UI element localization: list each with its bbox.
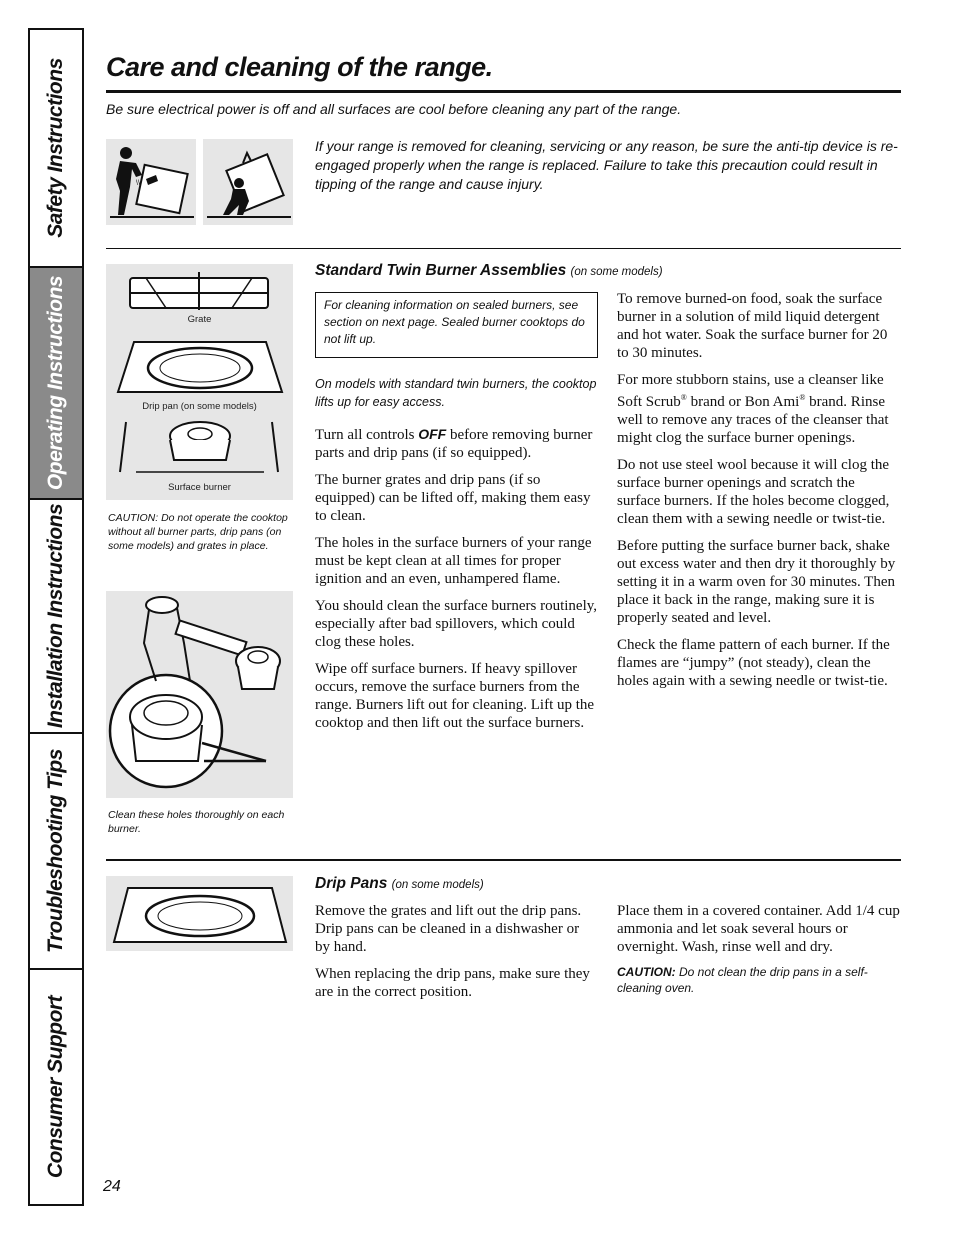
- svg-text:\\: \\: [136, 180, 140, 187]
- registered-mark: ®: [680, 393, 687, 402]
- heading-text: Standard Twin Burner Assemblies: [315, 262, 567, 279]
- tab-label: Safety Instructions: [44, 58, 68, 238]
- label-grate: Grate: [187, 314, 212, 325]
- turn-post: before removing burner parts and drip pans (if so equipped).: [315, 427, 593, 461]
- off-label: OFF: [418, 426, 447, 442]
- turn-pre: Turn all controls: [315, 427, 419, 443]
- lift-note: On models with standard twin burners, the cooktop lifts up for easy access.: [315, 377, 597, 409]
- page-subtitle: Be sure electrical power is off and all surfaces are cool before cleaning any part of the range.: [106, 101, 682, 117]
- clean-holes-caption: Clean these holes thoroughly on each burner.: [108, 809, 285, 835]
- section-divider: [106, 859, 901, 861]
- tab-label: Consumer Support: [44, 995, 68, 1179]
- burner-holes-diagram: [106, 591, 293, 798]
- side-tab-bar: [28, 28, 84, 1206]
- anti-tip-warning-image-child: [203, 139, 293, 225]
- burner-section-heading: [315, 262, 663, 280]
- drip-soak-paragraph: Place them in a covered container. Add 1/4 cup ammonia and let soak several hours or overnight. Wash, rinse well and dry.: [617, 903, 900, 955]
- drip-remove-paragraph: Remove the grates and lift out the drip pans. Drip pans can be cleaned in a dishwasher or by hand.: [315, 903, 582, 955]
- drip-text-column-right: [617, 902, 901, 996]
- tab-label: Installation Instructions: [44, 503, 68, 729]
- before-putting-back-paragraph: Before putting the surface burner back, shake out excess water and then dry it thoroughly by setting it in a warm oven for 30 minutes. Then place it back in the range, making sure it is properly seated and level.: [617, 538, 896, 626]
- wipe-paragraph: Wipe off surface burners. If heavy spillover occurs, remove the surface burners from the range. Burners lift out for cleaning. Lift up the cooktop and then lift out the surface burners.: [315, 661, 595, 731]
- drip-text-column-left: [315, 902, 595, 1010]
- page-title: Care and cleaning of the range.: [106, 52, 493, 82]
- anti-tip-warning-image-adult: [106, 139, 196, 225]
- heading-note: (on some models): [391, 879, 484, 891]
- caution-label: CAUTION:: [617, 965, 676, 979]
- grates-paragraph: The burner grates and drip pans (if so equipped) can be lifted off, making them easy to clean.: [315, 472, 591, 524]
- drip-caution: [617, 964, 901, 996]
- holes-paragraph: The holes in the surface burners of your range must be kept clean at all times for proper ignition and an even, unhampered flame.: [315, 535, 592, 587]
- drip-pans-heading: [315, 875, 484, 893]
- caution-text: Do not clean the drip pans in a self-cleaning oven.: [617, 965, 868, 995]
- registered-mark: ®: [799, 393, 806, 402]
- stubborn-text-3: brand. Rinse well to remove any traces of the cleanser that might clog the surface burner openings.: [617, 394, 889, 446]
- stubborn-paragraph: [617, 371, 901, 447]
- stubborn-text-1: For more stubborn stains, use a cleanser like Soft Scrub: [617, 372, 884, 410]
- page-number: 24: [103, 1178, 121, 1195]
- tab-label: Troubleshooting Tips: [44, 749, 68, 953]
- burner-text-column-right: [617, 290, 901, 699]
- drip-pan-image: [106, 876, 293, 951]
- flame-pattern-paragraph: Check the flame pattern of each burner. If the flames are “jumpy” (not steady), clean the holes again with a sewing needle or twist-tie.: [617, 637, 890, 689]
- caution-caption: CAUTION: Do not operate the cooktop without all burner parts, drip pans (on some models) and grates in place.: [108, 512, 288, 552]
- tab-consumer-support[interactable]: [30, 970, 82, 1204]
- soak-paragraph: To remove burned-on food, soak the surface burner in a solution of mild liquid detergent and hot water. Soak the surface burner for 20 to 30 minutes.: [617, 291, 888, 361]
- heading-note: (on some models): [570, 266, 663, 278]
- title-divider: [106, 90, 901, 93]
- sealed-burner-note-box: For cleaning information on sealed burners, see section on next page. Sealed burner cooktops do not lift up.: [315, 292, 598, 358]
- tab-installation-instructions[interactable]: [30, 500, 82, 734]
- burner-parts-diagram: [106, 264, 293, 500]
- label-surface-burner: Surface burner: [168, 482, 231, 493]
- tab-operating-instructions[interactable]: [30, 268, 82, 500]
- tab-troubleshooting-tips[interactable]: [30, 734, 82, 970]
- steel-wool-paragraph: Do not use steel wool because it will clog the surface burner openings and scratch the surface burners. If the holes become clogged, clean them with a sewing needle or twist-tie.: [617, 457, 890, 527]
- drip-replace-paragraph: When replacing the drip pans, make sure they are in the correct position.: [315, 966, 590, 1000]
- stubborn-text-2: brand or Bon Ami: [686, 394, 800, 410]
- section-divider: [106, 248, 901, 249]
- tab-safety-instructions[interactable]: [30, 30, 82, 268]
- routine-paragraph: You should clean the surface burners routinely, especially after bad spillovers, which could clog these holes.: [315, 598, 598, 650]
- heading-text: Drip Pans: [315, 875, 388, 892]
- burner-text-column-left: [315, 375, 600, 741]
- turn-off-paragraph: [315, 425, 600, 462]
- label-drip-pan: Drip pan (on some models): [142, 401, 257, 412]
- tab-label: Operating Instructions: [44, 275, 67, 491]
- anti-tip-warning-text: If your range is removed for cleaning, servicing or any reason, be sure the anti-tip device is re-engaged properly when the range is replaced. Failure to take this precaution could result in tipping of the range and cause injury.: [315, 138, 898, 192]
